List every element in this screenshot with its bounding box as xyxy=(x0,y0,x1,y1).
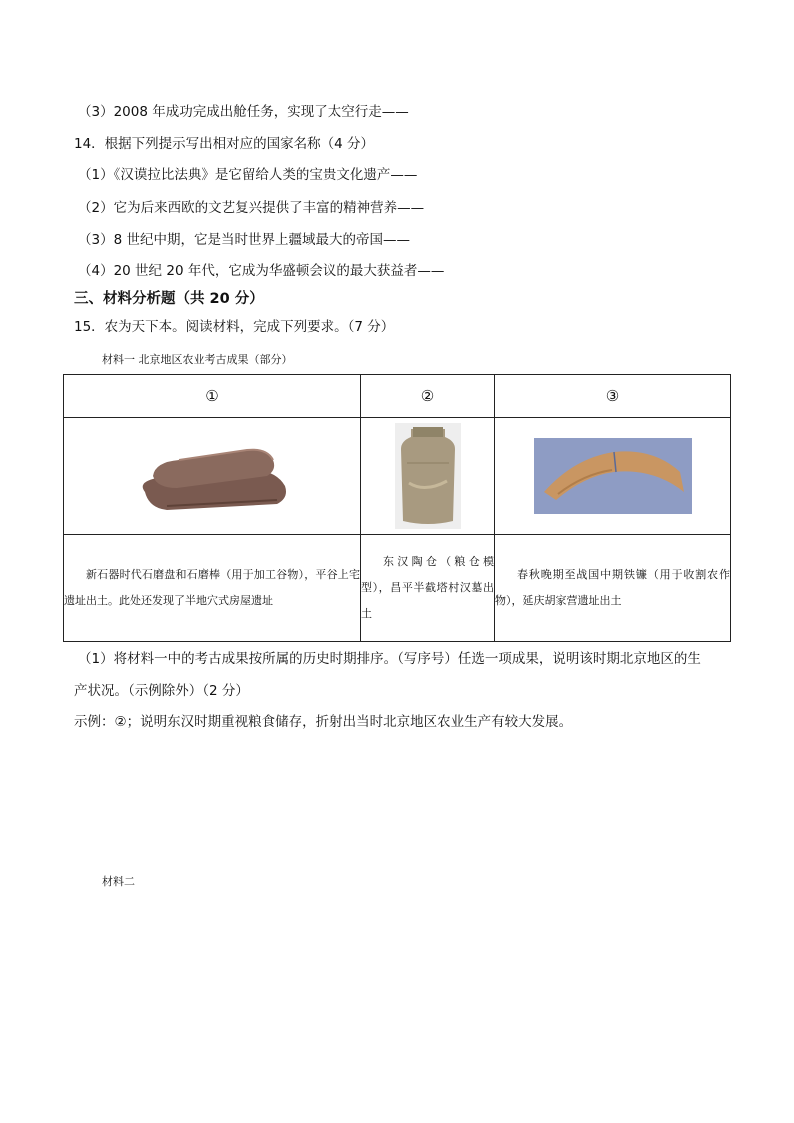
example-line: 示例：②；说明东汉时期重视粮食储存，折射出当时北京地区农业生产有较大发展。 xyxy=(74,714,573,730)
table-header-3: ③ xyxy=(495,375,731,418)
description-3: 春秋晚期至战国中期铁镰（用于收割农作物），延庆胡家营遗址出土 xyxy=(495,535,731,642)
grinding-stone-image-cell xyxy=(64,418,361,535)
description-1: 新石器时代石磨盘和石磨棒（用于加工谷物），平谷上宅遗址出土。此处还发现了半地穴式房屋遗址 xyxy=(64,535,361,642)
grinding-stone-image xyxy=(127,436,297,516)
q14-item-4: （4）20 世纪 20 年代，它成为华盛顿会议的最大获益者—— xyxy=(78,263,445,279)
section-3-heading: 三、材料分析题（共 20 分） xyxy=(74,291,264,307)
material-1-caption: 材料一 北京地区农业考古成果（部分） xyxy=(102,353,293,366)
pottery-granary-image xyxy=(395,423,461,529)
q13-item-3: （3）2008 年成功完成出舱任务，实现了太空行走—— xyxy=(78,104,409,120)
table-header-1: ① xyxy=(64,375,361,418)
q14-item-3: （3）8 世纪中期，它是当时世界上疆域最大的帝国—— xyxy=(78,232,410,248)
description-2: 东汉陶仓（粮仓模型），昌平半截塔村汉墓出土 xyxy=(361,535,495,642)
material-2-caption: 材料二 xyxy=(102,875,135,888)
table-header-2: ② xyxy=(361,375,495,418)
iron-sickle-image xyxy=(534,438,692,514)
q15-stem: 15．农为天下本。阅读材料，完成下列要求。（7 分） xyxy=(74,319,395,335)
pottery-granary-image-cell xyxy=(361,418,495,535)
material-1-table xyxy=(63,374,731,642)
q14-item-2: （2）它为后来西欧的文艺复兴提供了丰富的精神营养—— xyxy=(78,200,425,216)
q15-1-line-a: （1）将材料一中的考古成果按所属的历史时期排序。（写序号）任选一项成果，说明该时期北京地区的生 xyxy=(78,651,701,667)
q14-stem: 14．根据下列提示写出相对应的国家名称（4 分） xyxy=(74,136,375,152)
q14-item-1: （1）《汉谟拉比法典》是它留给人类的宝贵文化遗产—— xyxy=(78,167,418,183)
iron-sickle-image-cell xyxy=(495,418,731,535)
q15-1-line-b: 产状况。（示例除外）（2 分） xyxy=(74,683,249,699)
